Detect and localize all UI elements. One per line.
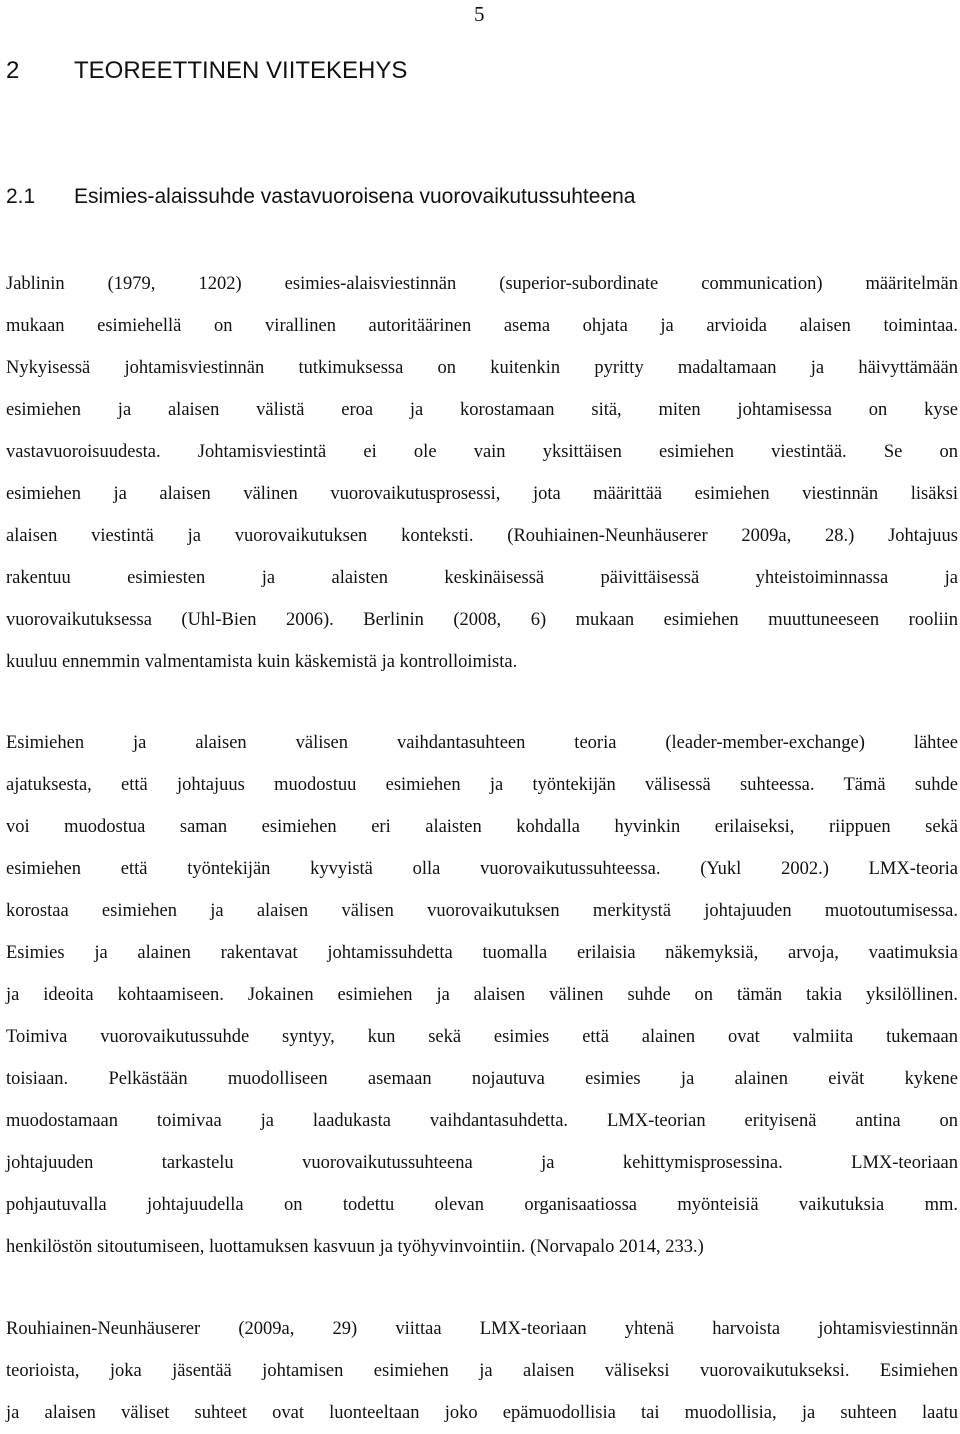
text-line: ja ideoita kohtaamiseen. Jokainen esimiehen ja alaisen välinen suhde on tämän takia yksilöllinen.: [6, 985, 958, 1005]
text-line: esimiehen ja alaisen välistä eroa ja korostamaan sitä, miten johtamisessa on kyse: [6, 400, 958, 420]
section-number: 2.1: [6, 185, 36, 208]
chapter-number: 2: [6, 57, 20, 84]
text-line: henkilöstön sitoutumiseen, luottamuksen kasvuun ja työhyvinvointiin. (Norvapalo 2014, 233.): [6, 1237, 704, 1257]
text-line: voi muodostua saman esimiehen eri alaisten kohdalla hyvinkin erilaiseksi, riippuen sekä: [6, 817, 958, 837]
text-line: korostaa esimiehen ja alaisen välisen vuorovaikutuksen merkitystä johtajuuden muotoutumisessa.: [6, 901, 958, 921]
text-line: mukaan esimiehellä on virallinen autoritäärinen asema ohjata ja arvioida alaisen toimintaa.: [6, 316, 958, 336]
text-line: Esimies ja alainen rakentavat johtamissuhdetta tuomalla erilaisia näkemyksiä, arvoja, vaatimuksia: [6, 943, 958, 963]
text-line: esimiehen ja alaisen välinen vuorovaikutusprosessi, jota määrittää esimiehen viestinnän lisäksi: [6, 484, 958, 504]
text-line: rakentuu esimiesten ja alaisten keskinäisessä päivittäisessä yhteistoiminnassa ja: [6, 568, 958, 588]
text-line: Esimiehen ja alaisen välisen vaihdantasuhteen teoria (leader-member-exchange) lähtee: [6, 733, 958, 753]
page-number: 5: [474, 2, 485, 26]
text-line: vuorovaikutuksessa (Uhl-Bien 2006). Berlinin (2008, 6) mukaan esimiehen muuttuneeseen rooliin: [6, 610, 958, 630]
text-line: Rouhiainen-Neunhäuserer (2009a, 29) viittaa LMX-teoriaan yhtenä harvoista johtamisviestinnän: [6, 1319, 958, 1339]
text-line: vastavuoroisuudesta. Johtamisviestintä ei ole vain yksittäisen esimiehen viestintää. Se on: [6, 442, 958, 462]
section-title: Esimies-alaissuhde vastavuoroisena vuorovaikutussuhteena: [74, 185, 636, 208]
text-line: Nykyisessä johtamisviestinnän tutkimuksessa on kuitenkin pyritty madaltamaan ja häivyttämään: [6, 358, 958, 378]
body-paragraph-3: [6, 1308, 958, 1434]
text-line: pohjautuvalla johtajuudella on todettu olevan organisaatiossa myönteisiä vaikutuksia mm.: [6, 1195, 958, 1215]
chapter-title: TEOREETTINEN VIITEKEHYS: [74, 57, 408, 84]
body-paragraph-1: [6, 263, 958, 683]
text-line: ja alaisen väliset suhteet ovat luonteeltaan joko epämuodollisia tai muodollisia, ja suhteen laatu: [6, 1403, 958, 1423]
text-line: Jablinin (1979, 1202) esimies-alaisviestinnän (superior-subordinate communication) määritelmän: [6, 274, 958, 294]
text-line: Toimiva vuorovaikutussuhde syntyy, kun sekä esimies että alainen ovat valmiita tukemaan: [6, 1027, 958, 1047]
text-line: johtajuuden tarkastelu vuorovaikutussuhteena ja kehittymisprosessina. LMX-teoriaan: [6, 1153, 958, 1173]
text-line: muodostamaan toimivaa ja laadukasta vaihdantasuhdetta. LMX-teorian erityisenä antina on: [6, 1111, 958, 1131]
text-line: ajatuksesta, että johtajuus muodostuu esimiehen ja työntekijän välisessä suhteessa. Tämä suhde: [6, 775, 958, 795]
text-line: toisiaan. Pelkästään muodolliseen asemaan nojautuva esimies ja alainen eivät kykene: [6, 1069, 958, 1089]
text-line: esimiehen että työntekijän kyvyistä olla vuorovaikutussuhteessa. (Yukl 2002.) LMX-teoria: [6, 859, 958, 879]
text-line: teorioista, joka jäsentää johtamisen esimiehen ja alaisen väliseksi vuorovaikutukseksi. Esimiehen: [6, 1361, 958, 1381]
text-line: alaisen viestintä ja vuorovaikutuksen konteksti. (Rouhiainen-Neunhäuserer 2009a, 28.) Johtajuus: [6, 526, 958, 546]
text-line: kuuluu ennemmin valmentamista kuin käskemistä ja kontrolloimista.: [6, 652, 518, 672]
chapter-heading: [6, 56, 407, 86]
section-heading: [6, 183, 635, 211]
body-paragraph-2: [6, 722, 958, 1268]
